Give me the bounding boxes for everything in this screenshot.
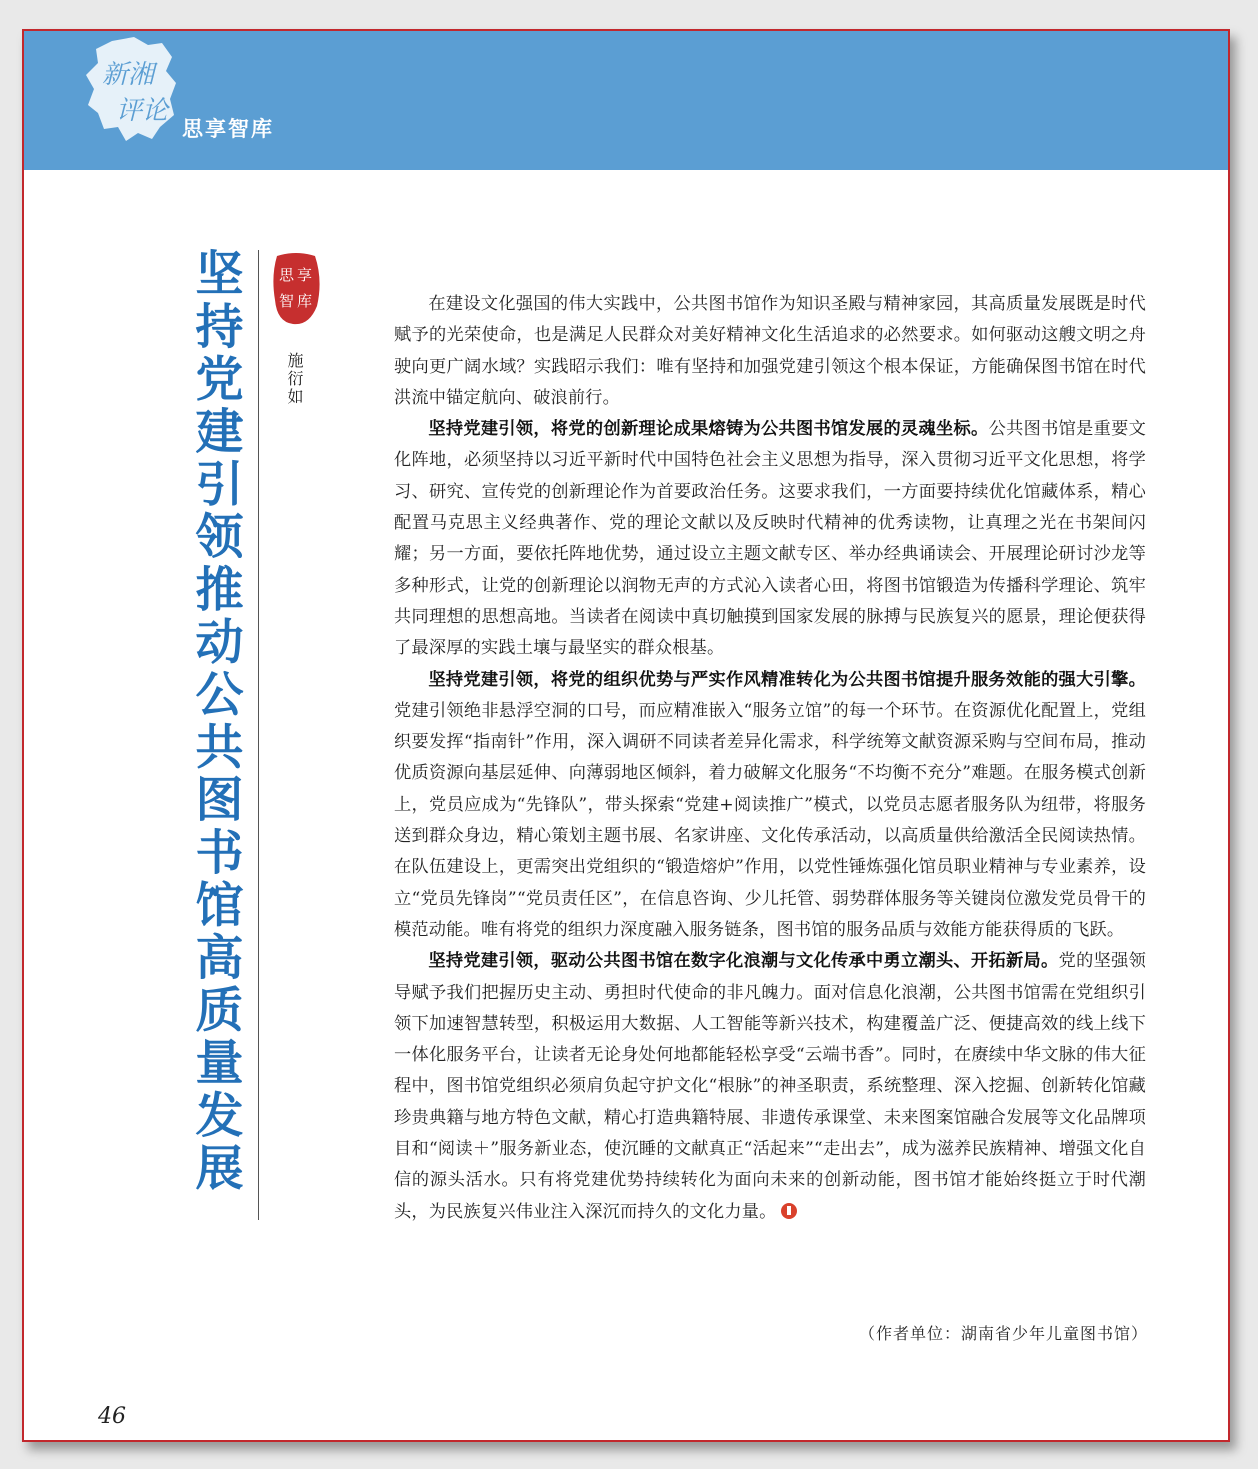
end-mark-icon bbox=[781, 1203, 797, 1219]
section-title: 思享智库 bbox=[182, 117, 274, 141]
logo-text-line1: 新湘 bbox=[102, 60, 155, 90]
page-number: 46 bbox=[98, 1404, 126, 1429]
seal-char-1: 思 bbox=[279, 266, 295, 284]
seal-char-3: 智 bbox=[279, 292, 295, 310]
logo-text-line2: 评论 bbox=[116, 96, 169, 126]
paragraph-2-lead: 坚持党建引领，将党的组织优势与严实作风精准转化为公共图书馆提升服务效能的强大引擎。 bbox=[428, 669, 1146, 690]
paragraph-1-lead: 坚持党建引领，将党的创新理论成果熔铸为公共图书馆发展的灵魂坐标。 bbox=[428, 419, 989, 440]
article-title: 坚持党建引领推动公共图书馆高质量发展 bbox=[187, 248, 243, 1195]
seal-char-4: 库 bbox=[297, 292, 313, 310]
magazine-page bbox=[22, 29, 1230, 1442]
paragraph-intro: 在建设文化强国的伟大实践中，公共图书馆作为知识圣殿与精神家园，其高质量发展既是时代赋予的光荣使命，也是满足人民群众对美好精神文化生活追求的必然要求。如何驱动这艘文明之舟驶向更广阔水域？实践昭示我们：唯有坚持和加强党建引领这个根本保证，方能确保图书馆在时代洪流中锚定航向、破浪前行。 bbox=[394, 294, 1146, 408]
author-name: 施衍如 bbox=[285, 352, 304, 406]
article-body bbox=[394, 289, 1146, 1228]
author-affiliation: （作者单位：湖南省少年儿童图书馆） bbox=[858, 1324, 1148, 1343]
paragraph-3-lead: 坚持党建引领，驱动公共图书馆在数字化浪潮与文化传承中勇立潮头、开拓新局。 bbox=[428, 951, 1059, 972]
section-banner bbox=[24, 31, 1228, 170]
seal-char-2: 享 bbox=[297, 266, 313, 284]
column-seal bbox=[269, 250, 323, 328]
paragraph-2: 坚持党建引领，将党的组织优势与严实作风精准转化为公共图书馆提升服务效能的强大引擎。党建引领绝非悬浮空洞的口号，而应精准嵌入“服务立馆”的每一个环节。在资源优化配置上，党组织要发挥“指南针”作用，深入调研不同读者差异化需求，科学统筹文献资源采购与空间布局，推动优质资源向基层延伸、向薄弱地区倾斜，着力破解文化服务“不均衡不充分”难题。在服务模式创新上，党员应成为“先锋队”，带头探索“党建+阅读推广”模式，以党员志愿者服务队为纽带，将服务送到群众身边，精心策划主题书展、名家讲座、文化传承活动，以高质量供给激活全民阅读热情。在队伍建设上，更需突出党组织的“锻造熔炉”作用，以党性锤炼强化馆员职业精神与专业素养，设立“党员先锋岗”“党员责任区”，在信息咨询、少儿托管、弱势群体服务等关键岗位激发党员骨干的模范动能。唯有将党的组织力深度融入服务链条，图书馆的服务品质与效能方能获得质的飞跃。 bbox=[394, 669, 1146, 940]
paragraph-1: 坚持党建引领，将党的创新理论成果熔铸为公共图书馆发展的灵魂坐标。公共图书馆是重要文化阵地，必须坚持以习近平新时代中国特色社会主义思想为指导，深入贯彻习近平文化思想，将学习、研究、宣传党的创新理论作为首要政治任务。这要求我们，一方面要持续优化馆藏体系，精心配置马克思主义经典著作、党的理论文献以及反映时代精神的优秀读物，让真理之光在书架间闪耀；另一方面，要依托阵地优势，通过设立主题文献专区、举办经典诵读会、开展理论研讨沙龙等多种形式，让党的创新理论以润物无声的方式沁入读者心田，将图书馆锻造为传播科学理论、筑牢共同理想的思想高地。当读者在阅读中真切触摸到国家发展的脉搏与民族复兴的愿景，理论便获得了最深厚的实践土壤与最坚实的群众根基。 bbox=[394, 419, 1146, 659]
title-divider bbox=[258, 250, 259, 1220]
hunan-map-logo bbox=[82, 35, 182, 143]
paragraph-3: 坚持党建引领，驱动公共图书馆在数字化浪潮与文化传承中勇立潮头、开拓新局。党的坚强领导赋予我们把握历史主动、勇担时代使命的非凡魄力。面对信息化浪潮，公共图书馆需在党组织引领下加速智慧转型，积极运用大数据、人工智能等新兴技术，构建覆盖广泛、便捷高效的线上线下一体化服务平台，让读者无论身处何地都能轻松享受“云端书香”。同时，在赓续中华文脉的伟大征程中，图书馆党组织必须肩负起守护文化“根脉”的神圣职责，系统整理、深入挖掘、创新转化馆藏珍贵典籍与地方特色文献，精心打造典籍特展、非遗传承课堂、未来图案馆融合发展等文化品牌项目和“阅读＋”服务新业态，使沉睡的文献真正“活起来”“走出去”，成为滋养民族精神、增强文化自信的源头活水。只有将党建优势持续转化为面向未来的创新动能，图书馆才能始终挺立于时代潮头，为民族复兴伟业注入深沉而持久的文化力量。 bbox=[394, 951, 1146, 1222]
